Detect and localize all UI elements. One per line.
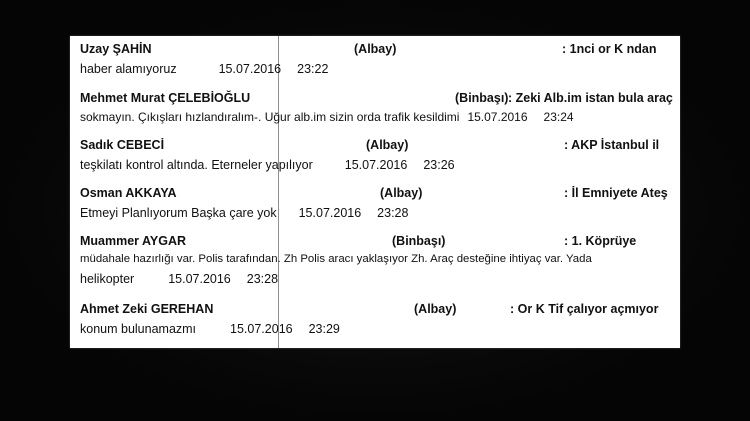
sender-rank: (Albay) [380, 186, 423, 200]
sender-rank: (Binbaşı) [455, 91, 509, 105]
message-text: teşkilatı kontrol altında. Eterneler yapılıyor [80, 158, 313, 172]
message-text: konum bulunamazmı [80, 322, 197, 336]
message-time: 23:29 [308, 322, 340, 336]
message-date: 15.07.2016 [218, 62, 282, 76]
message-log-document [70, 36, 680, 348]
sender-rank: (Albay) [366, 138, 409, 152]
sender-name: Ahmet Zeki GEREHAN [80, 302, 214, 316]
message-date: 15.07.2016 [298, 206, 362, 220]
message-date: 15.07.2016 [344, 158, 408, 172]
message-start: : Or K Tif çalıyor açmıyor [510, 302, 659, 316]
message-start: : Zeki Alb.im istan bula araç [508, 91, 673, 105]
message-date: 15.07.2016 [467, 110, 528, 124]
message-time: 23:22 [297, 62, 329, 76]
message-date: 15.07.2016 [168, 272, 231, 286]
sender-name: Uzay ŞAHİN [80, 42, 152, 56]
sender-rank: (Binbaşı) [392, 234, 446, 248]
sender-name: Mehmet Murat ÇELEBİOĞLU [80, 91, 251, 105]
sender-name: Muammer AYGAR [80, 234, 187, 248]
sender-rank: (Albay) [414, 302, 457, 316]
message-date: 15.07.2016 [230, 322, 293, 336]
message-text: müdahale hazırlığı var. Polis tarafından. Zh Polis aracı yaklaşıyor Zh. Araç desteğine ihtiyaç var. Yada [80, 253, 592, 265]
message-time: 23:26 [423, 158, 455, 172]
sender-name: Osman AKKAYA [80, 186, 177, 200]
sender-name: Sadık CEBECİ [80, 138, 165, 152]
message-start: : 1nci or K ndan [562, 42, 657, 56]
message-time: 23:28 [377, 206, 409, 220]
message-start: : 1. Köprüye [564, 234, 637, 248]
message-text: haber alamıyoruz [80, 62, 177, 76]
paper-fold-line [278, 36, 279, 348]
message-text: sokmayın. Çıkışları hızlandıralım-. Uğur alb.im sizin orda trafik kesildimi [80, 110, 460, 124]
message-time: 23:28 [246, 272, 279, 286]
sender-rank: (Albay) [354, 42, 397, 56]
message-text: Etmeyi Planlıyorum Başka çare yok [80, 206, 277, 220]
message-start: : İl Emniyete Ateş [564, 186, 668, 200]
message-time: 23:24 [543, 110, 574, 124]
message-start: : AKP İstanbul il [564, 138, 660, 152]
message-text-continued: helikopter [80, 272, 135, 286]
